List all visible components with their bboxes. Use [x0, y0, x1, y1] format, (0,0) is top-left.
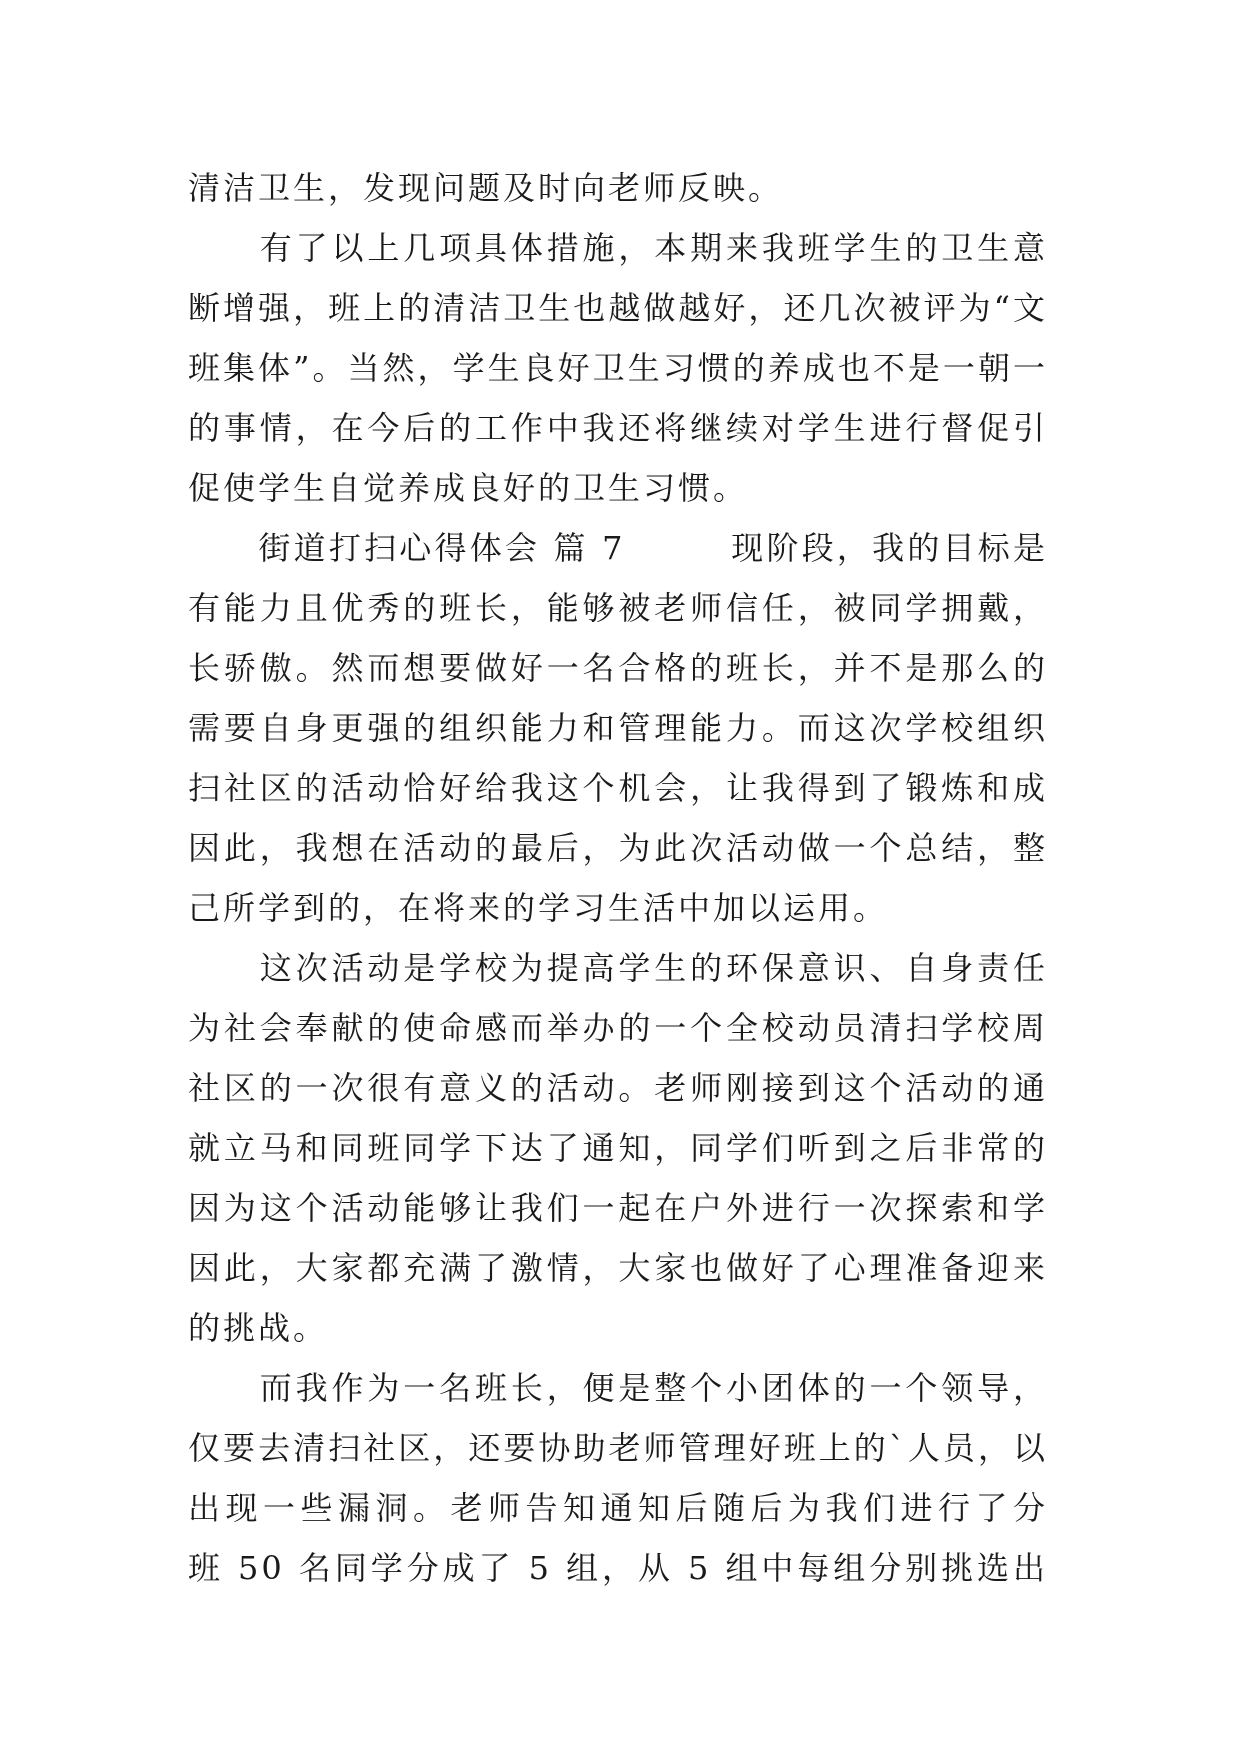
text-line: 班集体”。当然，学生良好卫生习惯的养成也不是一朝一 — [188, 349, 1048, 387]
text-line: 因此，大家都充满了激情，大家也做好了心理准备迎来 — [188, 1249, 1048, 1287]
text-line: 仅要去清扫社区，还要协助老师管理好班上的`人员，以 — [188, 1429, 1048, 1467]
text-line: 断增强，班上的清洁卫生也越做越好，还几次被评为“文 — [188, 289, 1048, 327]
text-line: 的事情，在今后的工作中我还将继续对学生进行督促引 — [188, 409, 1048, 447]
paragraph — [188, 218, 1048, 518]
paragraph — [188, 1358, 1048, 1598]
text-line: 而我作为一名班长，便是整个小团体的一个领导， — [259, 1369, 1048, 1407]
text-line: 街道打扫心得体会 篇 7 现阶段，我的目标是 — [258, 529, 1048, 567]
paragraph — [188, 518, 1048, 938]
text-line: 扫社区的活动恰好给我这个机会，让我得到了锻炼和成 — [188, 769, 1048, 807]
text-line: 清洁卫生，发现问题及时向老师反映。 — [188, 169, 784, 207]
text-line: 有能力且优秀的班长，能够被老师信任，被同学拥戴， — [188, 589, 1048, 627]
text-line: 己所学到的，在将来的学习生活中加以运用。 — [188, 889, 889, 927]
text-line: 有了以上几项具体措施，本期来我班学生的卫生意 — [259, 229, 1048, 267]
text-line: 班 50 名同学分成了 5 组，从 5 组中每组分别挑选出 — [188, 1549, 1048, 1587]
text-line: 社区的一次很有意义的活动。老师刚接到这个活动的通 — [188, 1069, 1048, 1107]
paragraph — [188, 938, 1048, 1358]
paragraph — [188, 158, 1048, 218]
text-line: 因为这个活动能够让我们一起在户外进行一次探索和学 — [188, 1189, 1048, 1227]
text-line: 的挑战。 — [188, 1309, 329, 1347]
text-line: 因此，我想在活动的最后，为此次活动做一个总结，整 — [188, 829, 1048, 867]
text-line: 就立马和同班同学下达了通知，同学们听到之后非常的 — [188, 1129, 1048, 1167]
text-line: 促使学生自觉养成良好的卫生习惯。 — [188, 469, 749, 507]
document-page — [188, 158, 1048, 1598]
text-line: 需要自身更强的组织能力和管理能力。而这次学校组织 — [188, 709, 1048, 747]
text-line: 这次活动是学校为提高学生的环保意识、自身责任 — [259, 949, 1048, 987]
text-line: 长骄傲。然而想要做好一名合格的班长，并不是那么的 — [188, 649, 1048, 687]
text-line: 出现一些漏洞。老师告知通知后随后为我们进行了分 — [188, 1489, 1048, 1527]
text-line: 为社会奉献的使命感而举办的一个全校动员清扫学校周 — [188, 1009, 1048, 1047]
